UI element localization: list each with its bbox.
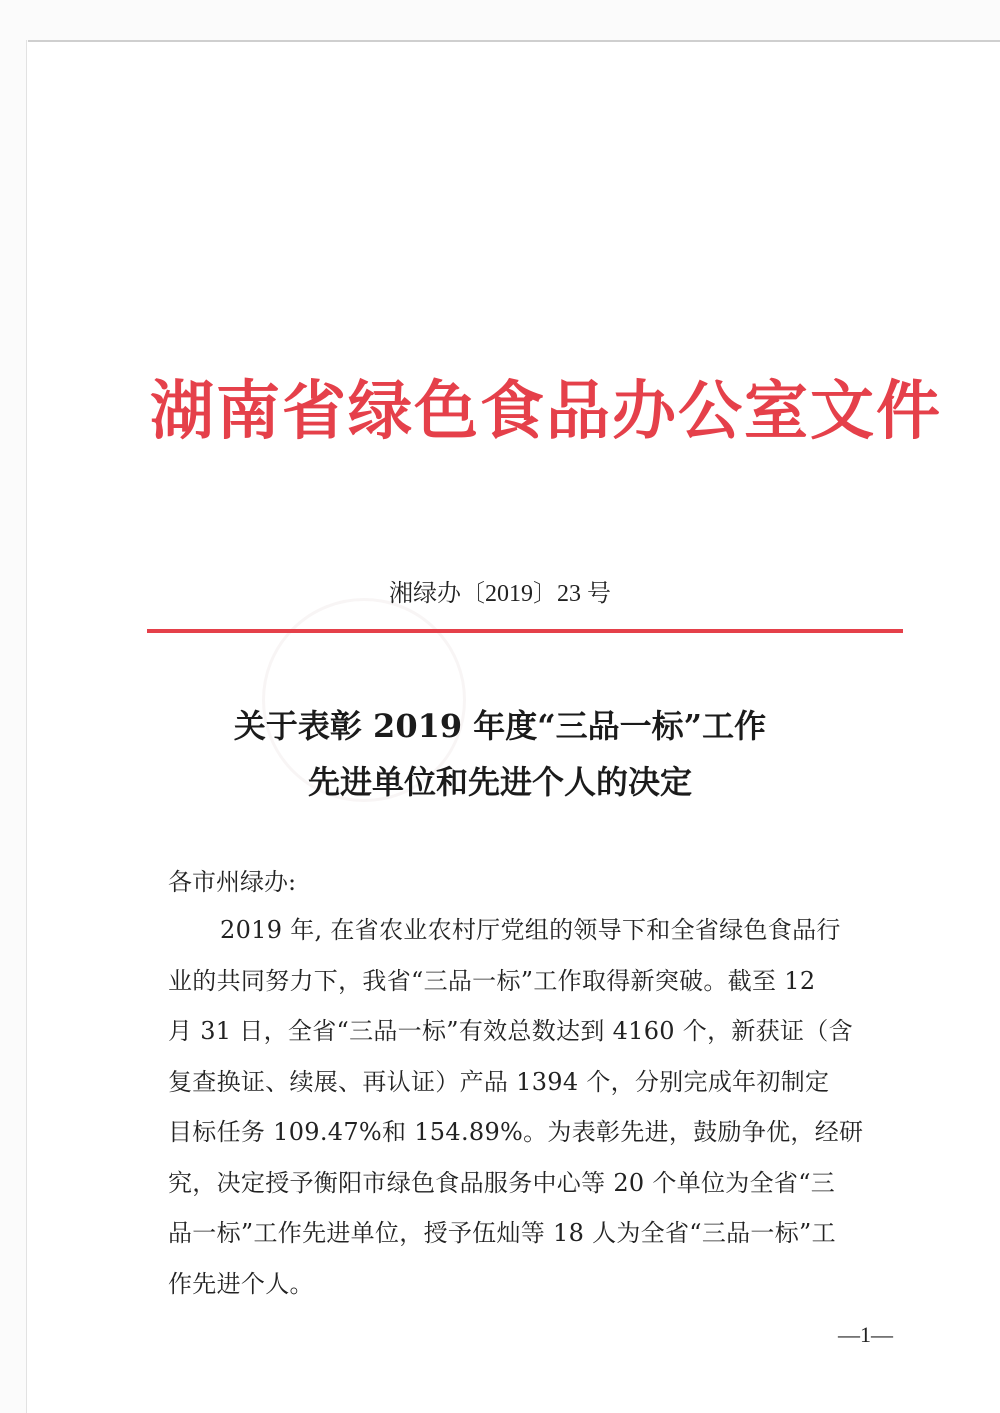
document-number: 湘绿办〔2019〕23 号 <box>389 581 611 607</box>
subject-line-1: 关于表彰 2019 年度“三品一标”工作 <box>233 707 767 745</box>
body-line: 品一标”工作先进单位，授予伍灿等 18 人为全省“三品一标”工 <box>168 1219 836 1247</box>
body-line: 目标任务 109.47%和 154.89%。为表彰先进，鼓励争优，经研 <box>168 1118 864 1146</box>
document-subject <box>0 698 1000 810</box>
red-divider-line <box>147 629 903 633</box>
body-line: 月 31 日，全省“三品一标”有效总数达到 4160 个，新获证（含 <box>168 1017 853 1045</box>
body-line: 业的共同努力下，我省“三品一标”工作取得新突破。截至 12 <box>168 966 816 995</box>
subject-line-2: 先进单位和先进个人的决定 <box>307 763 692 801</box>
salutation: 各市州绿办: <box>168 868 297 896</box>
body-line: 复查换证、续展、再认证）产品 1394 个，分别完成年初制定 <box>168 1067 830 1096</box>
body-line: 究，决定授予衡阳市绿色食品服务中心等 20 个单位为全省“三 <box>168 1168 836 1197</box>
body-text <box>168 910 898 1314</box>
body-line: 作先进个人。 <box>168 1269 314 1298</box>
body-line: 2019 年, 在省农业农村厅党组的领导下和全省绿色食品行 <box>220 916 841 944</box>
page-number: —1— <box>838 1322 893 1347</box>
issuer-title: 湖南省绿色食品办公室文件 <box>150 374 942 449</box>
